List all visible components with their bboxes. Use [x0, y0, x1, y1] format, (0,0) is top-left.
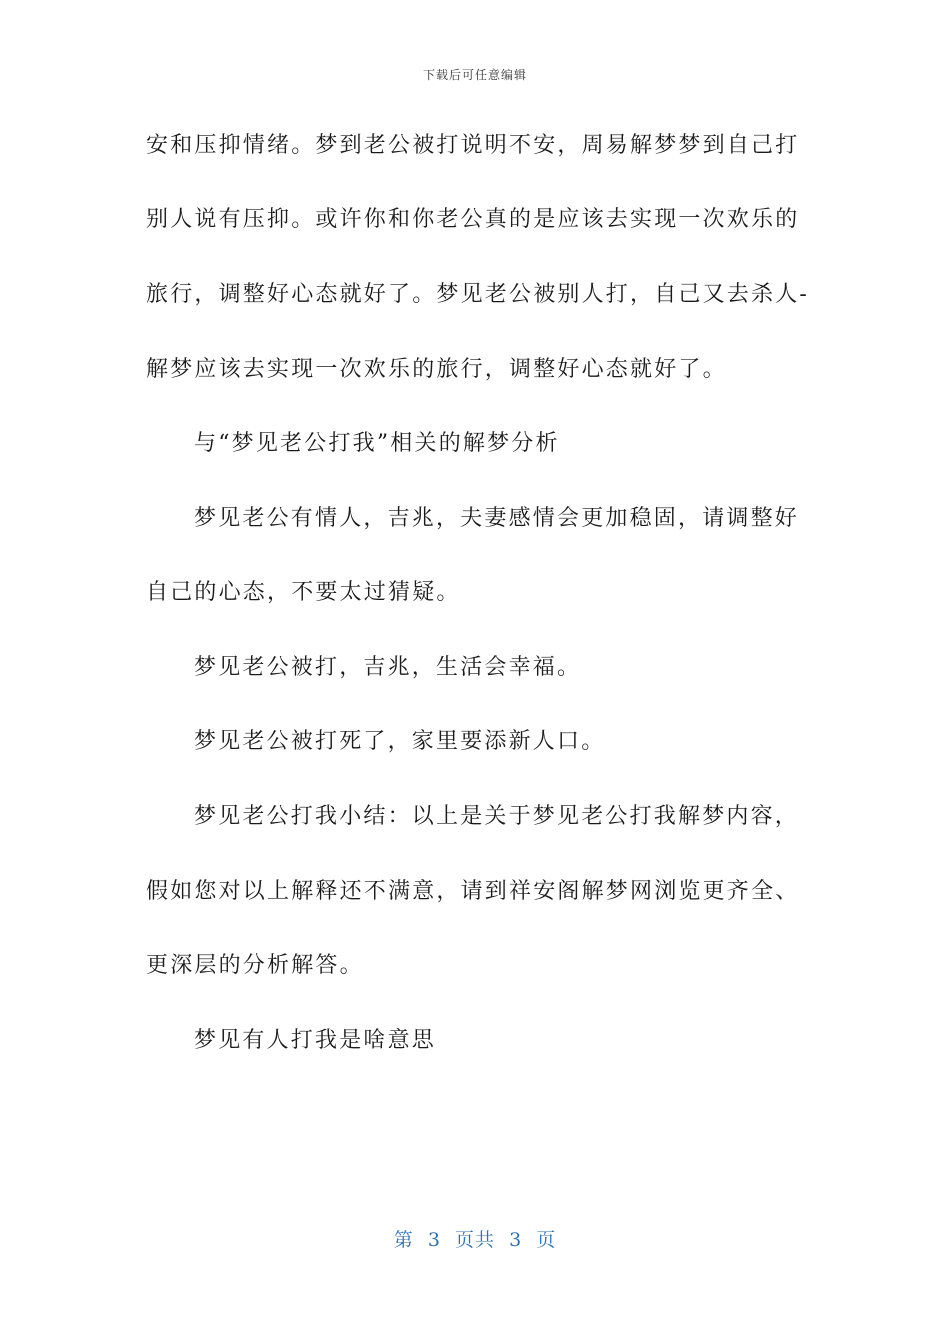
- paragraph-line: 安和压抑情绪。梦到老公被打说明不安，周易解梦梦到自己打: [146, 133, 800, 158]
- paragraph-line: 更深层的分析解答。: [146, 953, 364, 978]
- section-heading: 梦见有人打我是啥意思: [194, 1028, 437, 1053]
- paragraph-line: 假如您对以上解释还不满意，请到祥安阁解梦网浏览更齐全、: [146, 879, 800, 904]
- paragraph-line: 别人说有压抑。或许你和你老公真的是应该去实现一次欢乐的: [146, 207, 800, 232]
- paragraph-line: 梦见老公被打死了，家里要添新人口。: [194, 729, 606, 754]
- paragraph-line: 旅行，调整好心态就好了。梦见老公被别人打，自己又去杀人-: [146, 282, 810, 307]
- paragraph-line: 自己的心态，不要太过猜疑。: [146, 580, 461, 605]
- page-number-footer: 第 3 页共 3 页: [393, 1229, 557, 1251]
- paragraph-line: 解梦应该去实现一次欢乐的旅行，调整好心态就好了。: [146, 357, 727, 382]
- page-header-note: 下载后可任意编辑: [422, 68, 527, 82]
- section-heading: 与“梦见老公打我”相关的解梦分析: [194, 431, 560, 456]
- paragraph-line: 梦见老公被打，吉兆，生活会幸福。: [194, 655, 582, 680]
- paragraph-line: 梦见老公有情人，吉兆，夫妻感情会更加稳固，请调整好: [194, 506, 800, 531]
- paragraph-line: 梦见老公打我小结：以上是关于梦见老公打我解梦内容，: [194, 804, 800, 829]
